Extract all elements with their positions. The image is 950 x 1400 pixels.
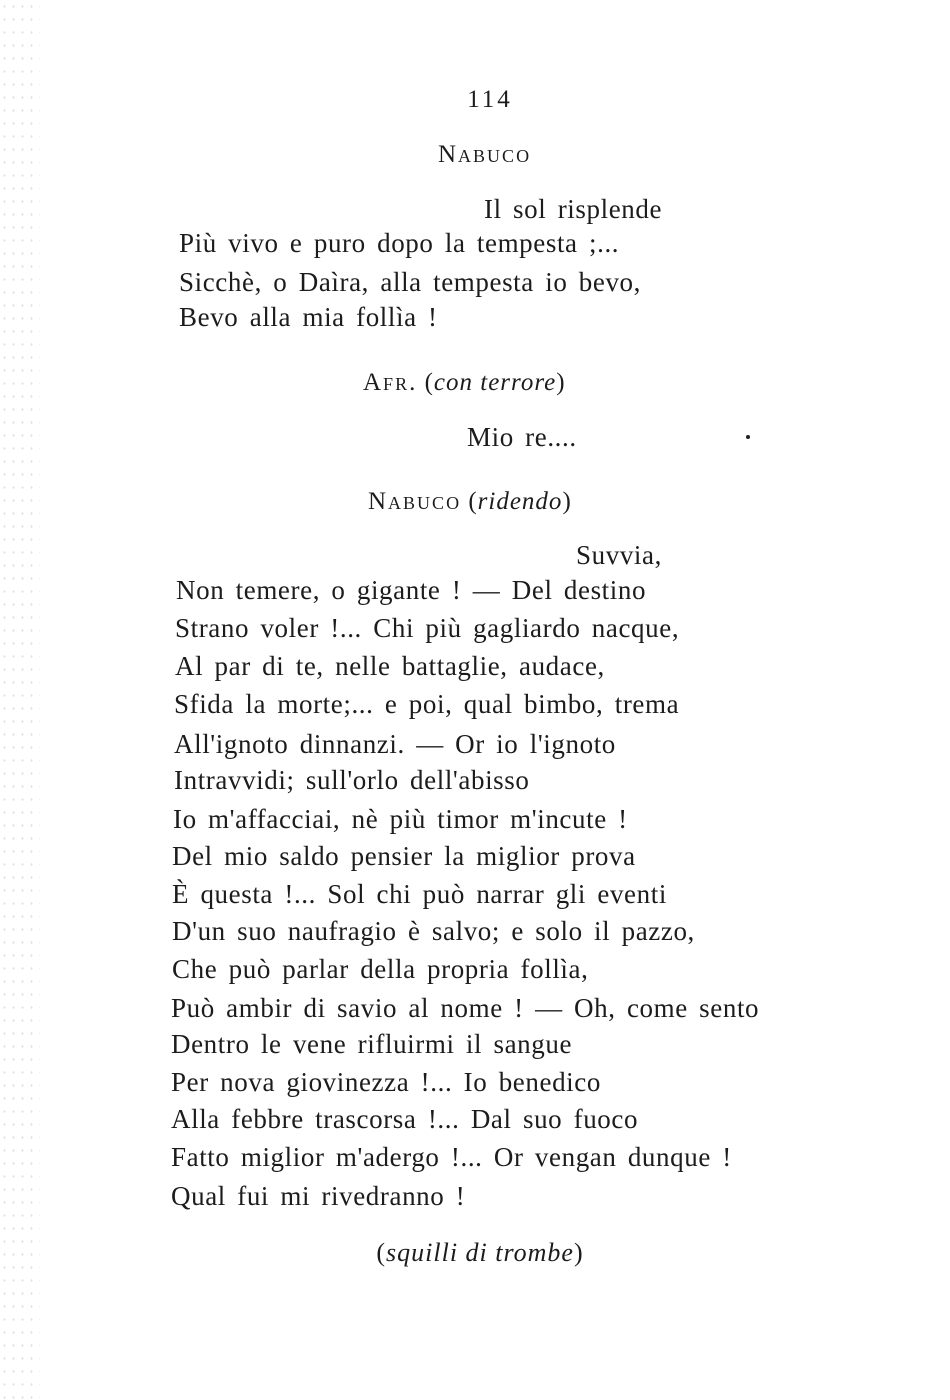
verse-line: Qual fui mi rivedranno ! [171, 1181, 466, 1211]
verse-line: Del mio saldo pensier la miglior prova [172, 841, 636, 871]
speaker-heading: Afr. (con terrore) [363, 369, 566, 396]
speaker-name: Afr. [363, 369, 418, 396]
speaker-heading: Nabuco (ridendo) [368, 488, 572, 515]
stage-direction-text: squilli di trombe [386, 1238, 574, 1267]
verse-line: Può ambir di savio al nome ! — Oh, come sento [171, 993, 760, 1023]
verse-line: Dentro le vene rifluirmi il sangue [171, 1029, 573, 1059]
stage-direction-inline: con terrore [433, 369, 557, 396]
verse-line: Bevo alla mia follìa ! [179, 302, 438, 332]
verse-line: Io m'affacciai, nè più timor m'incute ! [173, 804, 628, 834]
speaker-heading [438, 141, 531, 169]
verse-line: All'ignoto dinnanzi. — Or io l'ignoto [174, 729, 616, 759]
ink-speck [746, 435, 750, 439]
verse-line: D'un suo naufragio è salvo; e solo il pazzo, [172, 916, 695, 946]
verse-line: È questa !... Sol chi può narrar gli eventi [172, 879, 667, 909]
verse-line: Sicchè, o Daìra, alla tempesta io bevo, [179, 267, 641, 297]
verse-line: Il sol risplende [484, 194, 663, 224]
speaker-name: Nabuco [438, 141, 532, 168]
verse-line: Sfida la morte;... e poi, qual bimbo, trema [174, 689, 680, 719]
verse-line: Intravvidi; sull'orlo dell'abisso [174, 765, 530, 795]
verse-line: Strano voler !... Chi più gagliardo nacque, [175, 613, 680, 643]
verse-line: Che può parlar della propria follìa, [172, 954, 589, 984]
verse-line: Per nova giovinezza !... Io benedico [171, 1067, 601, 1097]
speaker-name: Nabuco [368, 488, 462, 515]
verse-line: Mio re.... [467, 422, 577, 452]
stage-direction-inline: ridendo [477, 488, 563, 515]
verse-line: Al par di te, nelle battaglie, audace, [175, 651, 605, 681]
verse-line: Non temere, o gigante ! — Del destino [176, 575, 647, 605]
scan-edge-noise [0, 0, 40, 1400]
page-number: 114 [467, 86, 513, 113]
verse-line: Alla febbre trascorsa !... Dal suo fuoco [171, 1104, 639, 1134]
stage-direction: (squilli di trombe) [376, 1238, 584, 1267]
verse-line: Fatto miglior m'adergo !... Or vengan dunque ! [171, 1142, 732, 1172]
verse-line: Più vivo e puro dopo la tempesta ;... [179, 228, 620, 258]
verse-line: Suvvia, [576, 540, 662, 570]
